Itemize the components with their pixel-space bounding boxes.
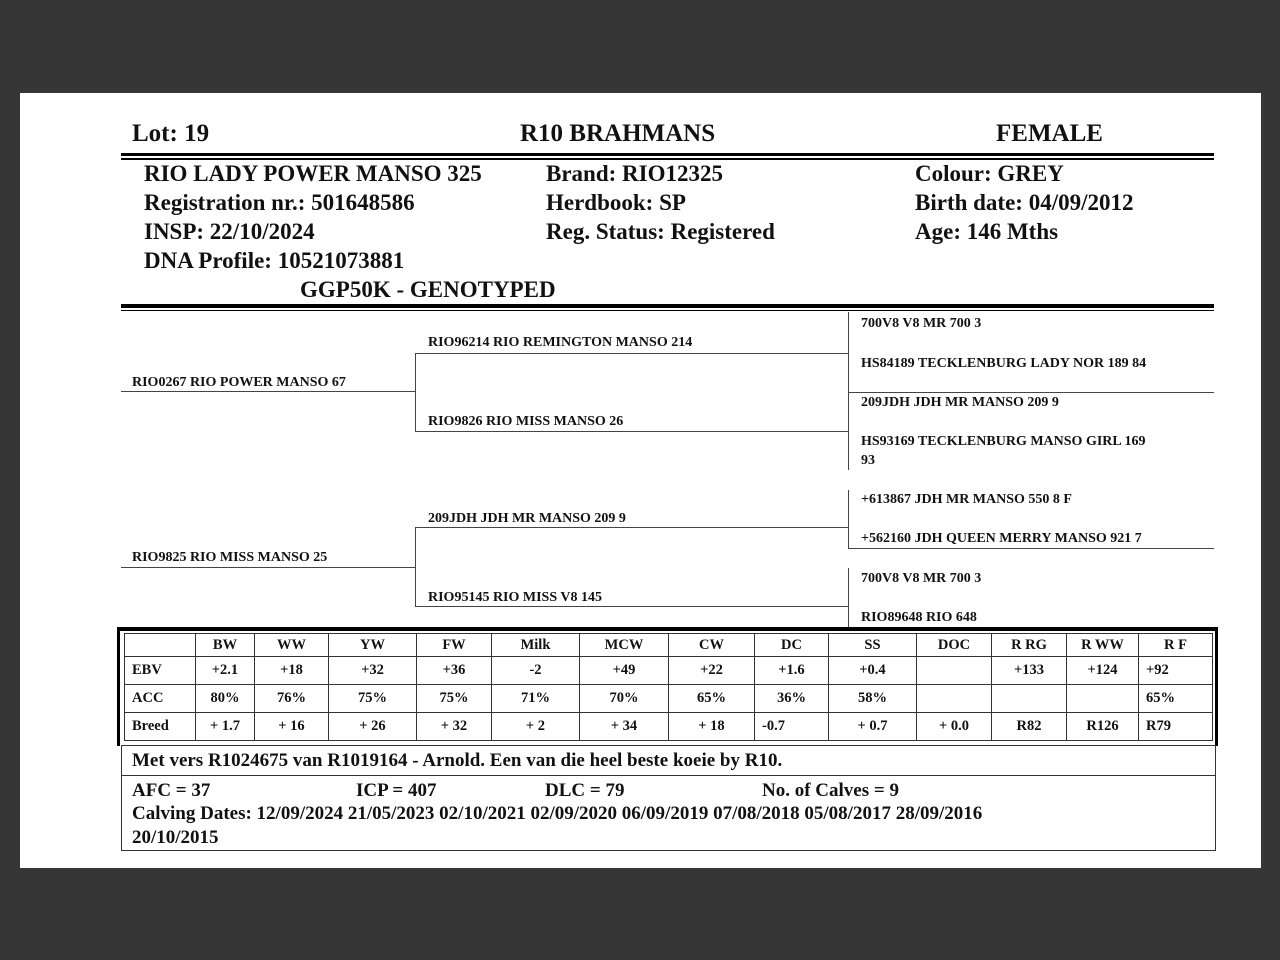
row-label: Breed — [125, 713, 196, 741]
ebv-table — [124, 633, 1213, 741]
colour: Colour: GREY — [915, 161, 1064, 186]
table-cell: +0.4 — [829, 657, 917, 685]
icp-value: ICP = 407 — [356, 780, 437, 801]
table-cell: +18 — [255, 657, 329, 685]
header-rule-1 — [121, 153, 1214, 156]
table-cell: +22 — [669, 657, 755, 685]
gg-bracket-1 — [848, 312, 849, 392]
table-cell: + 18 — [669, 713, 755, 741]
genotyped-label: GGP50K - GENOTYPED — [300, 277, 556, 302]
comment-text: Met vers R1024675 van R1019164 - Arnold. Een van die heel beste koeie by R10. — [132, 750, 783, 771]
ebv-row — [125, 657, 1213, 685]
table-header-cell: BW — [196, 634, 255, 657]
table-header-cell: R F — [1139, 634, 1213, 657]
registration-status: Reg. Status: Registered — [546, 219, 775, 244]
table-cell: +32 — [329, 657, 417, 685]
birth-date: Birth date: 04/09/2012 — [915, 190, 1134, 215]
dlc-value: DLC = 79 — [545, 780, 625, 801]
herdbook: Herdbook: SP — [546, 190, 686, 215]
table-right-rule — [1215, 627, 1218, 746]
age: Age: 146 Mths — [915, 219, 1059, 244]
table-cell: + 34 — [580, 713, 669, 741]
table-cell: +92 — [1139, 657, 1213, 685]
table-cell: 76% — [255, 685, 329, 713]
gg-bracket-3 — [848, 490, 849, 548]
table-header-cell: FW — [417, 634, 492, 657]
ebv-header-row — [125, 634, 1213, 657]
pedigree-gg-6: +562160 JDH QUEEN MERRY MANSO 921 7 — [861, 531, 1142, 546]
table-header-cell: DOC — [917, 634, 992, 657]
pedigree-sire-dam: RIO9826 RIO MISS MANSO 26 — [428, 414, 624, 429]
pedigree-dam: RIO9825 RIO MISS MANSO 25 — [132, 550, 328, 565]
table-cell: + 0.7 — [829, 713, 917, 741]
table-cell: 75% — [417, 685, 492, 713]
table-cell: 71% — [492, 685, 580, 713]
table-cell: +36 — [417, 657, 492, 685]
table-header-cell: DC — [755, 634, 829, 657]
table-cell: + 16 — [255, 713, 329, 741]
table-header-cell: Milk — [492, 634, 580, 657]
calving-dates: Calving Dates: 12/09/2024 21/05/2023 02/10/2021 02/09/2020 06/09/2019 07/08/2018 05/08/2017 28/09/2016 — [132, 803, 983, 824]
sire-dam-line — [415, 431, 849, 432]
table-header-cell: YW — [329, 634, 417, 657]
table-cell: + 32 — [417, 713, 492, 741]
header-rule-2 — [121, 158, 1214, 160]
dam-line — [121, 567, 416, 568]
row-label: ACC — [125, 685, 196, 713]
pedigree-gg-7: 700V8 V8 MR 700 3 — [861, 571, 982, 586]
pedigree-gg-3: 209JDH JDH MR MANSO 209 9 — [861, 395, 1059, 410]
breeder-name: R10 BRAHMANS — [520, 120, 716, 147]
table-cell: R126 — [1067, 713, 1139, 741]
dna-profile: DNA Profile: 10521073881 — [144, 248, 405, 273]
table-header-cell: SS — [829, 634, 917, 657]
table-cell: + 0.0 — [917, 713, 992, 741]
comment-box — [121, 745, 1216, 777]
sire-sire-line — [415, 353, 849, 354]
pedigree-gg-4: HS93169 TECKLENBURG MANSO GIRL 169 — [861, 434, 1146, 449]
info-rule-1 — [121, 304, 1214, 308]
table-header-cell: MCW — [580, 634, 669, 657]
table-header-cell: WW — [255, 634, 329, 657]
table-cell: R82 — [992, 713, 1067, 741]
pedigree-gg-1: 700V8 V8 MR 700 3 — [861, 316, 982, 331]
table-cell: 65% — [669, 685, 755, 713]
pedigree-gg-4-cont: 93 — [861, 453, 875, 468]
pedigree-sire-sire: RIO96214 RIO REMINGTON MANSO 214 — [428, 335, 693, 350]
table-cell — [917, 657, 992, 685]
calving-dates-cont: 20/10/2015 — [132, 827, 219, 848]
table-cell: 70% — [580, 685, 669, 713]
table-cell: 36% — [755, 685, 829, 713]
table-cell: +49 — [580, 657, 669, 685]
gg-bracket-2 — [848, 392, 849, 470]
info-rule-2 — [121, 310, 1214, 311]
table-cell: + 1.7 — [196, 713, 255, 741]
table-cell: + 26 — [329, 713, 417, 741]
inspection-date: INSP: 22/10/2024 — [144, 219, 315, 244]
dam-dam-line — [415, 606, 849, 607]
lot-number: Lot: 19 — [132, 120, 210, 147]
sire-line — [121, 391, 416, 392]
sex-label: FEMALE — [996, 120, 1103, 147]
table-cell: 80% — [196, 685, 255, 713]
calving-box — [121, 775, 1216, 851]
table-cell: 58% — [829, 685, 917, 713]
table-cell — [917, 685, 992, 713]
pedigree-dam-dam: RIO95145 RIO MISS V8 145 — [428, 590, 602, 605]
table-header-cell — [125, 634, 196, 657]
table-cell — [1067, 685, 1139, 713]
dam-bracket — [415, 527, 416, 607]
table-cell: + 2 — [492, 713, 580, 741]
table-left-rule — [117, 627, 120, 746]
table-header-cell: R WW — [1067, 634, 1139, 657]
afc-value: AFC = 37 — [132, 780, 211, 801]
pedigree-dam-sire: 209JDH JDH MR MANSO 209 9 — [428, 511, 626, 526]
table-cell: -2 — [492, 657, 580, 685]
calves-count: No. of Calves = 9 — [762, 780, 899, 801]
table-cell: 75% — [329, 685, 417, 713]
gg-bracket-4 — [848, 568, 849, 628]
gg-line-1 — [848, 392, 1214, 393]
table-cell: R79 — [1139, 713, 1213, 741]
pedigree-gg-5: +613867 JDH MR MANSO 550 8 F — [861, 492, 1072, 507]
acc-row — [125, 685, 1213, 713]
table-cell: +2.1 — [196, 657, 255, 685]
table-header-cell: R RG — [992, 634, 1067, 657]
row-label: EBV — [125, 657, 196, 685]
table-top-rule — [117, 627, 1218, 631]
table-cell — [992, 685, 1067, 713]
sire-bracket — [415, 353, 416, 432]
pedigree-gg-2: HS84189 TECKLENBURG LADY NOR 189 84 — [861, 356, 1147, 371]
dam-sire-line — [415, 527, 849, 528]
table-cell: 65% — [1139, 685, 1213, 713]
animal-name: RIO LADY POWER MANSO 325 — [144, 161, 482, 186]
pedigree-sire: RIO0267 RIO POWER MANSO 67 — [132, 375, 346, 390]
brand: Brand: RIO12325 — [546, 161, 723, 186]
table-cell: +133 — [992, 657, 1067, 685]
table-header-cell: CW — [669, 634, 755, 657]
table-cell: +1.6 — [755, 657, 829, 685]
gg-line-2 — [848, 548, 1214, 549]
registration-number: Registration nr.: 501648586 — [144, 190, 415, 215]
table-cell: +124 — [1067, 657, 1139, 685]
pedigree-gg-8: RIO89648 RIO 648 — [861, 610, 977, 625]
table-cell: -0.7 — [755, 713, 829, 741]
breed-row — [125, 713, 1213, 741]
